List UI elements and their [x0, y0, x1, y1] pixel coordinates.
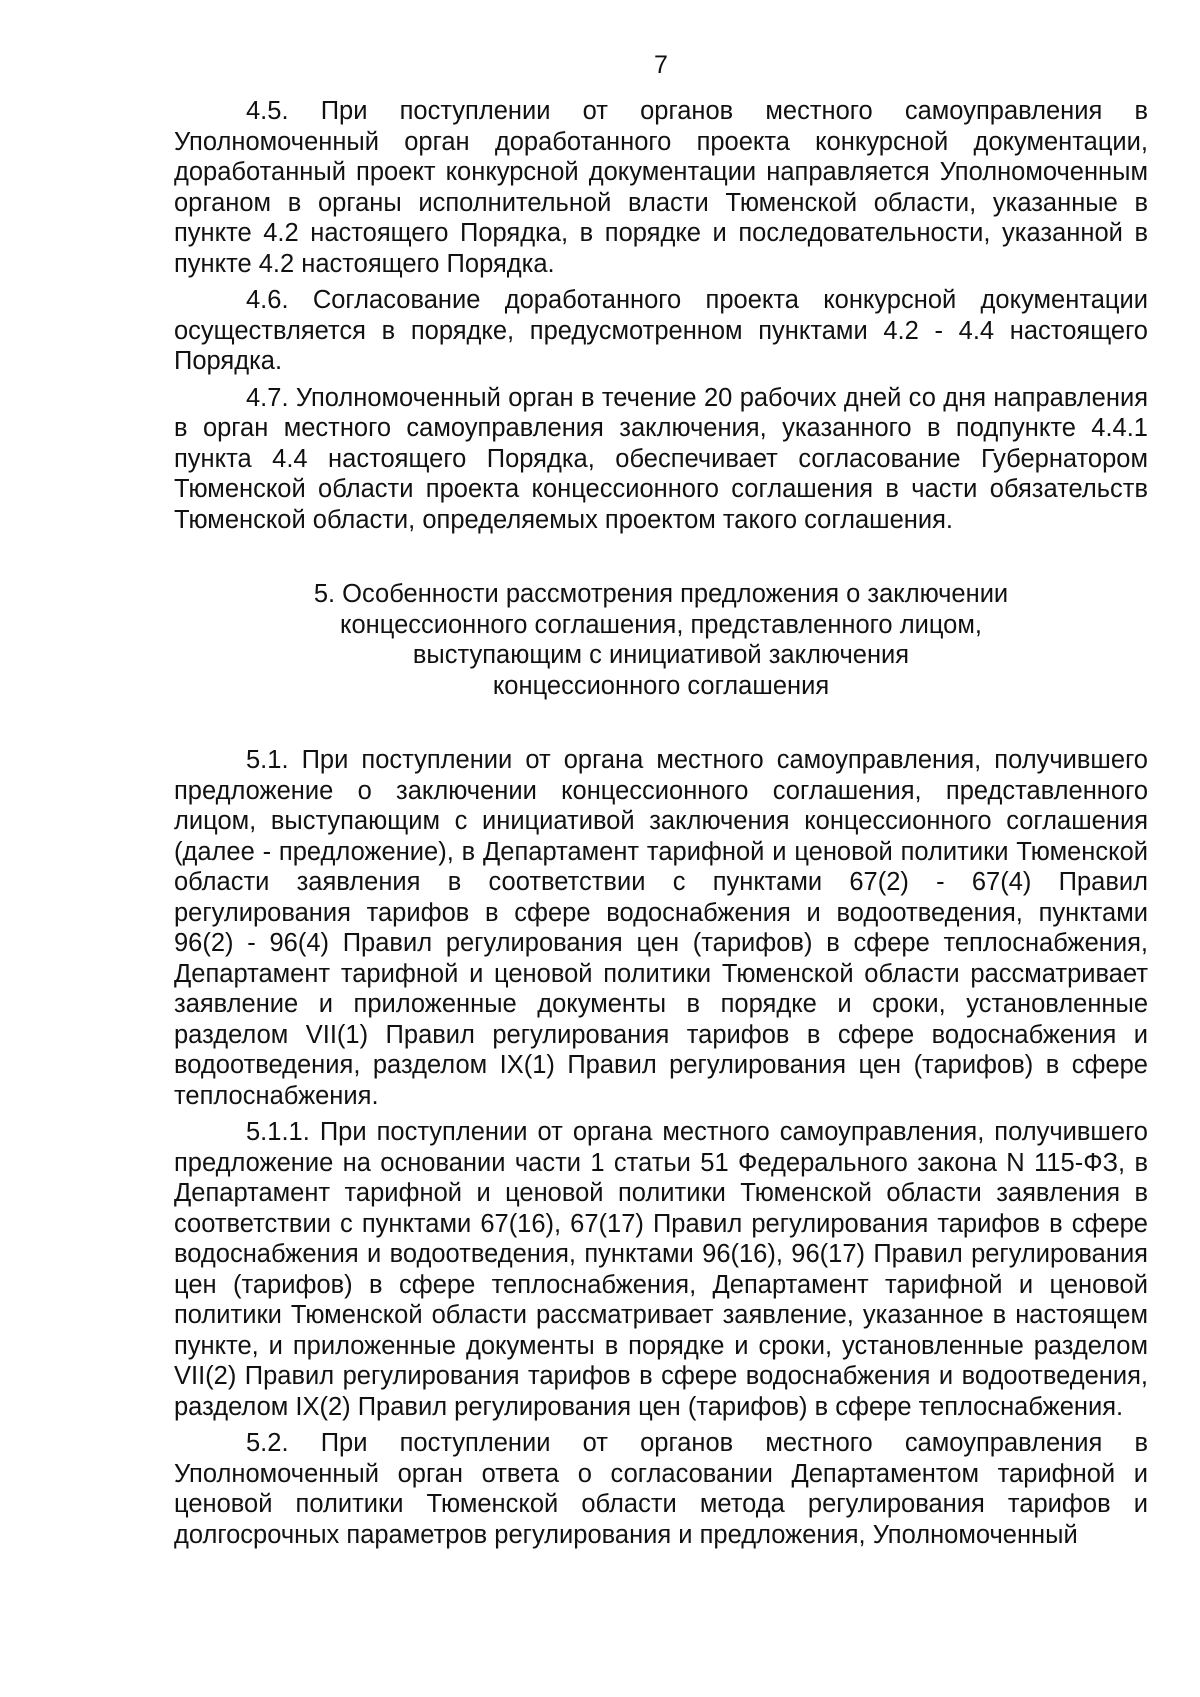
section-heading-line: 5. Особенности рассмотрения предложения о заключении: [313, 580, 1009, 608]
paragraph-5-2: 5.2. При поступлении от органов местного самоуправления в Уполномоченный орган ответа о согласовании Департаментом тарифной и ценовой политики Тюменской области метода регулирования тарифов и долгосрочных параметров регулирования и предложения, Уполномоченный: [174, 1429, 1148, 1549]
section-heading-line: концессионного соглашения, представленного лицом,: [340, 610, 982, 639]
document-page: [174, 50, 1148, 1556]
paragraph-5-1-1: 5.1.1. При поступлении от органа местного самоуправления, получившего предложение на основании части 1 статьи 51 Федерального закона N 115-ФЗ, в Департамент тарифной и ценовой политики Тюменской области заявления в соответствии с пунктами 67(16), 67(17) Правил регулирования тарифов в сфере водоснабжения и водоотведения, пунктами 96(16), 96(17) Правил регулирования цен (тарифов) в сфере теплоснабжения, Департамент тарифной и ценовой политики Тюменской области рассматривает заявление, указанное в настоящем пункте, и приложенные документы в порядке и сроки, установленные разделом VII(2) Правил регулирования тарифов в сфере водоснабжения и водоотведения, разделом IX(2) Правил регулирования цен (тарифов) в сфере теплоснабжения.: [174, 1118, 1148, 1421]
section-heading-line: выступающим с инициативой заключения: [412, 641, 910, 669]
section-5-heading: [174, 579, 1148, 701]
paragraph-4-7: 4.7. Уполномоченный орган в течение 20 рабочих дней со дня направления в орган местного самоуправления заключения, указанного в подпункте 4.4.1 пункта 4.4 настоящего Порядка, обеспечивает согласование Губернатором Тюменской области проекта концессионного соглашения в части обязательств Тюменской области, определяемых проектом такого соглашения.: [174, 383, 1148, 534]
section-heading-line: концессионного соглашения: [492, 671, 830, 700]
paragraph-4-6: 4.6. Согласование доработанного проекта конкурсной документации осуществляется в порядке, предусмотренном пунктами 4.2 - 4.4 настоящего Порядка.: [174, 286, 1148, 375]
paragraph-4-5: 4.5. При поступлении от органов местного самоуправления в Уполномоченный орган доработанного проекта конкурсной документации, доработанный проект конкурсной документации направляется Уполномоченным органом в органы исполнительной власти Тюменской области, указанные в пункте 4.2 настоящего Порядка, в порядке и последовательности, указанной в пункте 4.2 настоящего Порядка.: [174, 97, 1148, 278]
paragraph-5-1: 5.1. При поступлении от органа местного самоуправления, получившего предложение о заключении концессионного соглашения, представленного лицом, выступающим с инициативой заключения концессионного соглашения (далее - предложение), в Департамент тарифной и ценовой политики Тюменской области заявления в соответствии с пунктами 67(2) - 67(4) Правил регулирования тарифов в сфере водоснабжения и водоотведения, пунктами 96(2) - 96(4) Правил регулирования цен (тарифов) в сфере теплоснабжения, Департамент тарифной и ценовой политики Тюменской области рассматривает заявление и приложенные документы в порядке и сроки, установленные разделом VII(1) Правил регулирования тарифов в сфере водоснабжения и водоотведения, разделом IX(1) Правил регулирования цен (тарифов) в сфере теплоснабжения.: [174, 746, 1148, 1110]
page-number: 7: [654, 51, 668, 79]
